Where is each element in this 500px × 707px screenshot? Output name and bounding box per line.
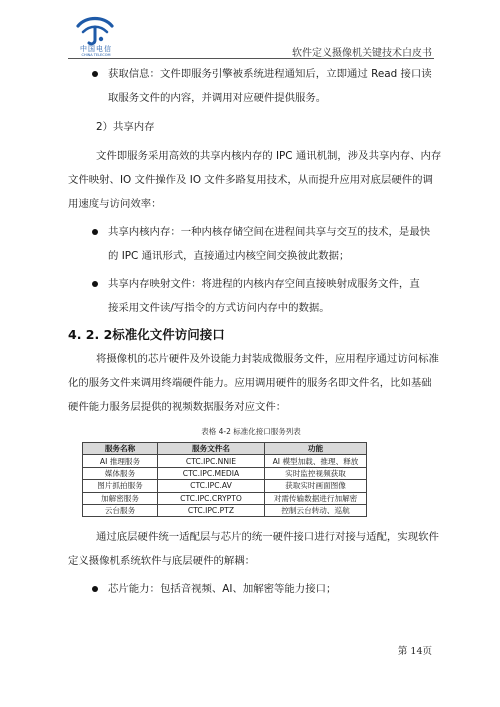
paragraph-line: 文件即服务采用高效的共享内核内存的 IPC 通讯机制，涉及共享内存、内存 <box>96 150 442 162</box>
table-cell: CTC.IPC.CRYPTO <box>158 492 265 504</box>
paragraph <box>68 347 439 419</box>
paragraph <box>68 525 439 573</box>
bullet-text: 接采用文件读/写指令的方式访问内存中的数据。 <box>108 302 330 314</box>
bullet-text: 的 IPC 通讯形式，直接通过内核空间交换彼此数据； <box>108 250 350 262</box>
bullet-icon <box>92 586 98 592</box>
table-cell: 控制云台转动、巡航 <box>265 504 367 516</box>
bullet-text: 获取信息：文件即服务引擎被系统进程通知后，立即通过 Read 接口读 <box>108 68 432 80</box>
paragraph-line: 化的服务文件来调用终端硬件能力。应用调用硬件的服务名即文件名，比如基础 <box>68 377 432 389</box>
table-cell: CTC.IPC.MEDIA <box>158 467 265 479</box>
table-cell: 实时监控视频获取 <box>265 467 367 479</box>
paragraph-line: 通过底层硬件统一适配层与芯片的统一硬件接口进行对接与适配，实现软件 <box>96 531 439 544</box>
paragraph-line: 用速度与访问效率： <box>68 198 162 210</box>
bullet-text: 共享内核内存：一种内核存储空间在进程间共享与交互的技术，是最快 <box>108 226 431 238</box>
table-cell: 云台服务 <box>83 504 158 516</box>
paragraph-line: 将摄像机的芯片硬件及外设能力封装成微服务文件，应用程序通过访问标准 <box>96 353 439 365</box>
table-cell: CTC.IPC.PTZ <box>158 504 265 516</box>
paragraph-line: 定义摄像机系统软件与底层硬件的解耦： <box>68 555 256 568</box>
table-cell: CTC.IPC.AV <box>158 480 265 492</box>
logo-text: 中国电信 <box>80 45 112 53</box>
paragraph <box>68 144 442 216</box>
table-row <box>83 480 367 492</box>
document-title: 软件定义摄像机关键技术白皮书 <box>292 48 432 59</box>
subheading: 2）共享内存 <box>96 121 155 133</box>
table-row <box>83 467 367 479</box>
table-header-row <box>83 443 367 455</box>
bullet-text: 取服务文件的内容，并调用对应硬件提供服务。 <box>108 92 327 104</box>
bullet-text: 共享内存映射文件：将进程的内核内存空间直接映射成服务文件，直 <box>108 278 420 290</box>
bullet-icon <box>92 71 98 77</box>
table-cell: AI 模型加载、推理、释放 <box>265 455 367 467</box>
table-row <box>83 455 367 467</box>
section-heading: 4. 2. 2标准化文件访问接口 <box>68 327 225 342</box>
table-row <box>83 492 367 504</box>
table-caption: 表格 4-2 标准化接口服务列表 <box>201 427 301 436</box>
service-table <box>82 442 367 517</box>
table-header-cell: 服务名称 <box>83 443 158 455</box>
page-number: 第 14页 <box>397 646 432 657</box>
table-cell: 获取实时画面图像 <box>265 480 367 492</box>
table-header-cell: 功能 <box>265 443 367 455</box>
table-header-cell: 服务文件名 <box>158 443 265 455</box>
table-cell: 对需传输数据进行加解密 <box>265 492 367 504</box>
bullet-item <box>68 220 434 268</box>
logo-subtext: CHINA TELECOM <box>81 53 111 57</box>
table-row <box>83 504 367 516</box>
bullet-icon <box>92 229 98 235</box>
paragraph-line: 文件映射、IO 文件操作及 IO 文件多路复用技术，从而提升应用对底层硬件的调 <box>68 174 433 186</box>
bullet-item <box>68 272 434 320</box>
table-cell: AI 推理服务 <box>83 455 158 467</box>
paragraph-line: 硬件能力服务层提供的视频数据服务对应文件： <box>68 401 287 413</box>
bullet-item <box>68 62 434 110</box>
bullet-icon <box>92 281 98 287</box>
table-cell: CTC.IPC.NNIE <box>158 455 265 467</box>
page-body <box>68 58 442 601</box>
table-cell: 加解密服务 <box>83 492 158 504</box>
bullet-item <box>68 577 434 601</box>
bullet-text: 芯片能力：包括音视频、AI、加解密等能力接口； <box>108 583 337 596</box>
table-cell: 媒体服务 <box>83 467 158 479</box>
table-cell: 图片抓拍服务 <box>83 480 158 492</box>
